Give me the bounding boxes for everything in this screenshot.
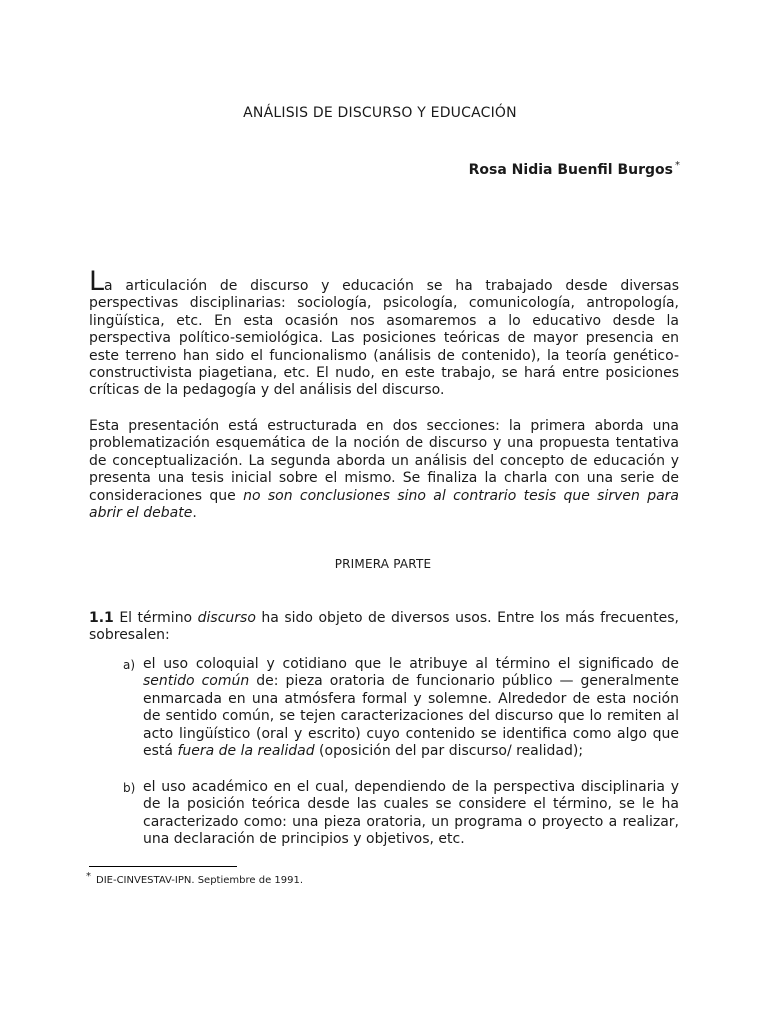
section-paragraph-text1: El término bbox=[113, 610, 198, 626]
structure-paragraph-end: . bbox=[192, 505, 197, 522]
footnote bbox=[86, 871, 303, 886]
item-a-italic1: sentido común bbox=[143, 673, 250, 690]
structure-paragraph bbox=[89, 418, 679, 522]
list-item-text: el uso académico en el cual, dependiendo de la perspectiva disciplinaria y de la posición teórica desde las cuales se considere el término, se le ha caracterizado como: una pieza oratoria, un programa o proyecto a realizar, una declaración de principios y objetivos, etc. bbox=[143, 779, 679, 848]
item-a-text1: el uso coloquial y cotidiano que le atribuye al término el significado de bbox=[143, 656, 679, 672]
footnote-text: DIE-CINVESTAV-IPN. Septiembre de 1991. bbox=[96, 875, 304, 886]
list-item bbox=[123, 656, 679, 760]
list-item-marker: a) bbox=[123, 658, 136, 672]
item-a-text3: (oposición del par discurso/ realidad); bbox=[314, 743, 584, 760]
section-paragraph-italic: discurso bbox=[197, 610, 256, 626]
drop-cap: L bbox=[89, 266, 105, 297]
item-a-text2: de: pieza oratoria de funcionario público — generalmente enmarcada en una atmósfera formal y solemne. Alrededor de esta noción de sentido común, se tejen caracterizaciones del discurso que lo remiten al acto lingüístico (oral y escrito) cuyo contenido se identifica como algo que está bbox=[143, 673, 679, 760]
section-heading: PRIMERA PARTE bbox=[334, 557, 432, 571]
structure-paragraph-text: Esta presentación está estructurada en dos secciones: la primera aborda una problematización esquemática de la noción de discurso y una propuesta tentativa de conceptualización. La segunda aborda un análisis del concepto de educación y presenta una tesis inicial sobre el mismo. Se finaliza la charla con una serie de consideraciones que bbox=[89, 418, 679, 504]
footnote-divider bbox=[89, 866, 237, 867]
intro-paragraph bbox=[89, 266, 679, 400]
document-title: ANÁLISIS DE DISCURSO Y EDUCACIÓN bbox=[243, 105, 517, 121]
section-number: 1.1 bbox=[89, 610, 114, 626]
list-item-text bbox=[143, 656, 679, 760]
footnote-marker: * bbox=[86, 871, 91, 882]
author-name bbox=[469, 160, 680, 178]
intro-paragraph-text: a articulación de discurso y educación se ha trabajado desde diversas perspectivas disciplinarias: sociología, psicología, comunicología, antropología, lingüística, etc. En esta ocasión nos asomaremos a lo educativo desde la perspectiva político-semiológica. Las posiciones teóricas de mayor presencia en este terreno han sido el funcionalismo (análisis de contenido), la teoría genético-constructivista piagetiana, etc. El nudo, en este trabajo, se hará entre posiciones críticas de la pedagogía y del análisis del discurso. bbox=[89, 278, 679, 399]
list-item bbox=[123, 779, 679, 849]
section-paragraph-text2: ha sido objeto de diversos usos. Entre los más frecuentes, sobresalen: bbox=[89, 610, 679, 644]
structure-paragraph-italic: no son conclusiones sino al contrario tesis que sirven para abrir el debate bbox=[89, 487, 679, 522]
author-footnote-marker: * bbox=[675, 160, 680, 171]
section-paragraph bbox=[89, 610, 679, 645]
list-item-marker: b) bbox=[123, 781, 136, 795]
author-name-text: Rosa Nidia Buenfil Burgos bbox=[468, 162, 673, 178]
item-a-italic2: fuera de la realidad bbox=[177, 743, 315, 760]
